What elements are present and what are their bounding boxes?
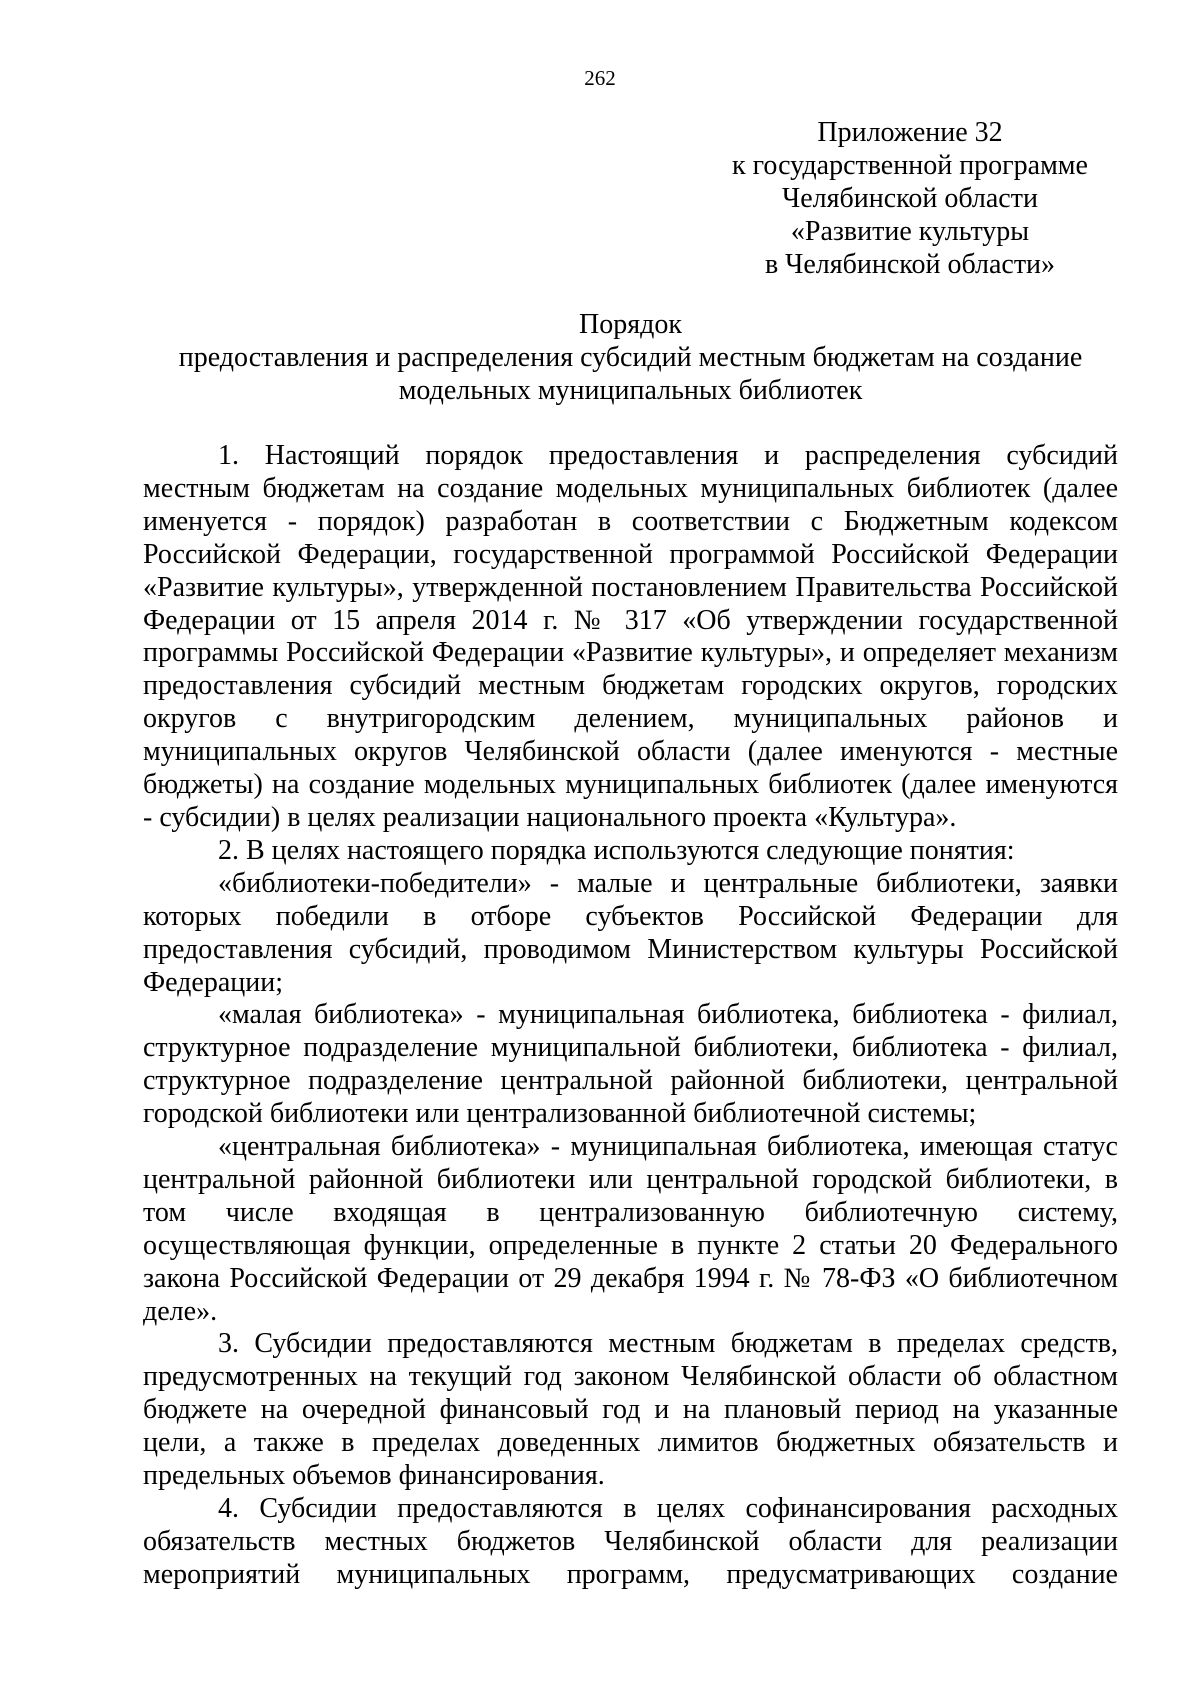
title-line: предоставления и распределения субсидий местным бюджетам на создание: [178, 342, 1083, 373]
appendix-line: Челябинской области: [782, 183, 1038, 214]
definition-central-library: «центральная библиотека» - муниципальная библиотека, имеющая статус центральной районной библиотеки или центральной городской библиотеки, в том числе входящая в централизованную библиотечную систему, осуществляющая функции, определенные в пункте 2 статьи 20 Федерального закона Российской Федерации от 29 декабря 1994 г. № 78-ФЗ «О библиотечном деле».: [143, 1131, 1118, 1327]
paragraph-4: 4. Субсидии предоставляются в целях софинансирования расходных обязательств местных бюджетов Челябинской области для реализации мероприятий муниципальных программ, предусматривающих создание: [143, 1493, 1118, 1590]
appendix-line: Приложение 32: [817, 117, 1003, 148]
definition-winners: «библиотеки-победители» - малые и центральные библиотеки, заявки которых победили в отборе субъектов Российской Федерации для предоставления субсидий, проводимом Министерством культуры Российской Федерации;: [143, 867, 1118, 998]
appendix-line: в Челябинской области»: [764, 249, 1056, 280]
title-heading: Порядок: [579, 309, 682, 340]
appendix-line: к государственной программе: [732, 150, 1088, 181]
paragraph-2: 2. В целях настоящего порядка используются следующие понятия:: [218, 834, 1015, 866]
definition-small-library: «малая библиотека» - муниципальная библиотека, библиотека - филиал, структурное подразделение муниципальной библиотеки, библиотека - филиал, структурное подразделение центральной районной библиотеки, центральной городской библиотеки или централизованной библиотечной системы;: [143, 999, 1118, 1130]
document-title: [143, 308, 1118, 407]
appendix-line: «Развитие культуры: [790, 216, 1030, 247]
appendix-reference: [700, 116, 1120, 281]
paragraph-1: 1. Настоящий порядок предоставления и распределения субсидий местным бюджетам на создание модельных муниципальных библиотек (далее именуется - порядок) разработан в соответствии с Бюджетным кодексом Российской Федерации, государственной программой Российской Федерации «Развитие культуры», утвержденной постановлением Правительства Российской Федерации от 15 апреля 2014 г. № 317 «Об утверждении государственной программы Российской Федерации «Развитие культуры», и определяет механизм предоставления субсидий местным бюджетам городских округов, городских округов с внутригородским делением, муниципальных районов и муниципальных округов Челябинской области (далее именуются - местные бюджеты) на создание модельных муниципальных библиотек (далее именуются - субсидии) в целях реализации национального проекта «Культура».: [143, 440, 1118, 833]
page-number: 262: [584, 66, 616, 90]
paragraph-3: 3. Субсидии предоставляются местным бюджетам в пределах средств, предусмотренных на текущий год законом Челябинской области об областном бюджете на очередной финансовый год и на плановый период на указанные цели, а также в пределах доведенных лимитов бюджетных обязательств и предельных объемов финансирования.: [143, 1328, 1118, 1492]
title-line: модельных муниципальных библиотек: [398, 375, 863, 406]
document-body: [143, 440, 1118, 1592]
